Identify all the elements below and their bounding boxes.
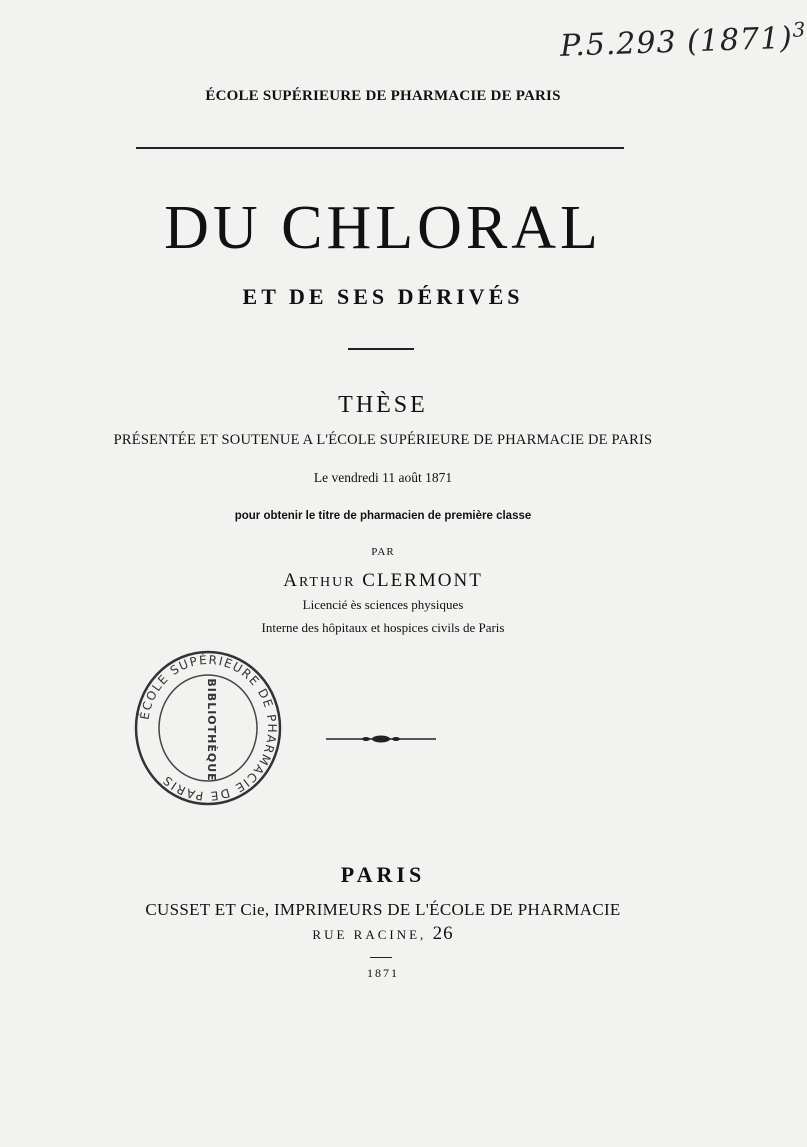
street-number: 26	[432, 923, 454, 944]
top-rule	[136, 147, 624, 149]
author-credential-1: Licencié ès sciences physiques	[302, 597, 464, 612]
par-label: PAR	[371, 546, 395, 558]
ornamental-divider	[326, 732, 436, 744]
stamp-seal-icon	[133, 648, 283, 808]
library-call-number	[559, 17, 807, 64]
defense-date: Le vendredi 11 août 1871	[313, 470, 453, 485]
library-stamp	[133, 648, 283, 808]
presented-line: PRÉSENTÉE ET SOUTENUE A L'ÉCOLE SUPÉRIEURE DE PHARMACIE DE PARIS	[113, 432, 653, 448]
school-heading: ÉCOLE SUPÉRIEURE DE PHARMACIE DE PARIS	[205, 88, 561, 104]
street-name: RUE RACINE,	[312, 927, 427, 942]
middle-rule	[348, 348, 414, 350]
imprint-city: PARIS	[340, 862, 426, 887]
stamp-ring-text: ÉCOLE SUPÉRIEURE DE PHARMACIE DE PARIS	[137, 652, 280, 804]
imprint-street	[0, 923, 766, 945]
imprint-year: 1871	[367, 966, 399, 980]
degree-purpose: pour obtenir le titre de pharmacien de première classe	[234, 510, 532, 522]
stamp-center-text: BIBLIOTHÈQUE	[205, 678, 218, 782]
author-credential-2: Interne des hôpitaux et hospices civils de Paris	[261, 620, 505, 635]
call-number-superscript: 3	[792, 17, 807, 42]
author-first-rest: RTHUR	[298, 575, 356, 590]
imprint-printer: CUSSET ET Cie, IMPRIMEURS DE L'ÉCOLE DE PHARMACIE	[145, 900, 621, 919]
thesis-title: DU CHLORAL	[164, 194, 602, 262]
bottom-rule	[370, 957, 392, 958]
author-last-name: CLERMONT	[362, 570, 483, 591]
author-first-initial: A	[283, 570, 299, 591]
these-heading: THÈSE	[338, 392, 428, 418]
author-name	[0, 570, 766, 592]
thesis-subtitle: ET DE SES DÉRIVÉS	[242, 284, 524, 309]
call-number-main: P.5.293 (1871)	[559, 20, 794, 64]
ornament-icon	[326, 733, 436, 745]
